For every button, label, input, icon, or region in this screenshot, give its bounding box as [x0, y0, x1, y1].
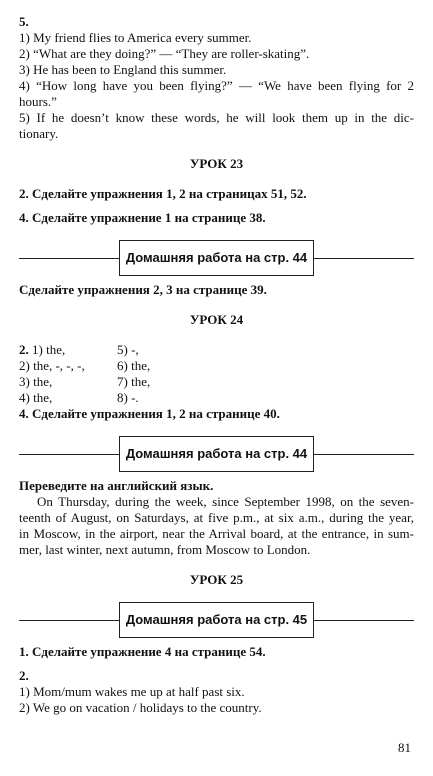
homework-header — [19, 602, 414, 638]
homework-box: Домашняя работа на стр. 44 — [119, 240, 314, 276]
answer-text: 1) the, — [32, 342, 66, 357]
task-line: 1. Сделайте упражнение 4 на странице 54. — [19, 644, 266, 659]
answer-line: 1) Mom/mum wakes me up at half past six. — [19, 684, 245, 699]
task-line: Сделайте упражнения 2, 3 на странице 39. — [19, 282, 267, 297]
divider-line — [19, 258, 119, 259]
homework-header — [19, 240, 414, 276]
answer-cell — [19, 342, 117, 358]
divider-line — [314, 620, 414, 621]
homework-header — [19, 436, 414, 472]
answer-cell: 6) the, — [117, 358, 151, 373]
paragraph-line: On Thursday, during the week, since September 1998, on the seven- — [37, 494, 414, 509]
answer-cell: 3) the, — [19, 374, 53, 389]
exercise-number: 5. — [19, 14, 29, 29]
textbook-page — [19, 14, 414, 716]
answer-line: 1) My friend flies to America every summer. — [19, 30, 252, 45]
lesson-title: УРОК 25 — [189, 572, 244, 587]
lesson-title: УРОК 23 — [189, 156, 244, 171]
answer-cell: 5) -, — [117, 342, 139, 357]
answers-grid — [19, 342, 414, 406]
divider-line — [19, 620, 119, 621]
answer-line: 5) If he doesn’t know these words, he will look them up in the dic- — [19, 110, 414, 125]
answer-cell: 8) -. — [117, 390, 139, 405]
answer-line: hours.” — [19, 94, 57, 109]
answer-line: 4) “How long have you been flying?” — “We have been flying for 2 — [19, 78, 414, 93]
section-heading: Переведите на английский язык. — [19, 478, 214, 493]
page-number: 81 — [398, 740, 411, 755]
task-line: 4. Сделайте упражнения 1, 2 на странице 40. — [19, 406, 280, 421]
paragraph-line: teenth of August, on Saturdays, at five p.m., at six a.m., during the year, — [19, 510, 414, 525]
paragraph-line: mer, last winter, next autumn, from Moscow to London. — [19, 542, 311, 557]
answer-cell: 2) the, -, -, -, — [19, 358, 85, 373]
answer-cell: 7) the, — [117, 374, 151, 389]
homework-box: Домашняя работа на стр. 45 — [119, 602, 314, 638]
task-line: 4. Сделайте упражнение 1 на странице 38. — [19, 210, 266, 225]
exercise-number: 2. — [19, 342, 29, 357]
answer-cell: 4) the, — [19, 390, 53, 405]
divider-line — [314, 454, 414, 455]
paragraph-line: in Moscow, in the airport, near the Arrival board, at the entrance, in sum- — [19, 526, 414, 541]
exercise-number: 2. — [19, 668, 29, 683]
answer-line: 2) “What are they doing?” — “They are roller-skating”. — [19, 46, 310, 61]
answer-line: tionary. — [19, 126, 59, 141]
answer-line: 2) We go on vacation / holidays to the country. — [19, 700, 262, 715]
divider-line — [314, 258, 414, 259]
lesson-title: УРОК 24 — [189, 312, 244, 327]
divider-line — [19, 454, 119, 455]
answer-line: 3) He has been to England this summer. — [19, 62, 227, 77]
task-line: 2. Сделайте упражнения 1, 2 на страницах 51, 52. — [19, 186, 307, 201]
homework-box: Домашняя работа на стр. 44 — [119, 436, 314, 472]
